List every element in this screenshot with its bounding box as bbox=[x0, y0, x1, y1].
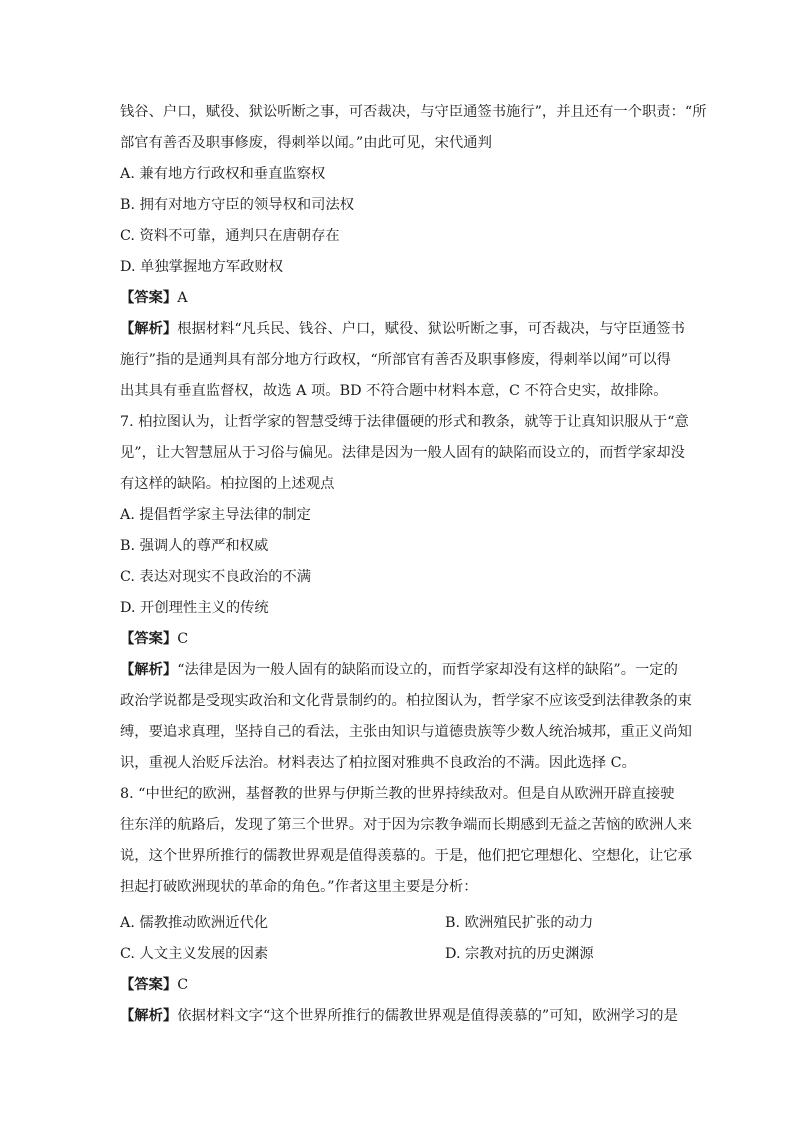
answer-label: 【答案】 bbox=[120, 290, 178, 306]
analysis-text: “法律是因为一般人固有的缺陷而设立的，而哲学家却没有这样的缺陷”。一定的 bbox=[177, 662, 678, 678]
answer-value: C bbox=[177, 977, 189, 993]
q7-option-a: A. 提倡哲学家主导法律的制定 bbox=[120, 507, 311, 523]
q8-option-d: D. 宗教对抗的历史渊源 bbox=[445, 946, 594, 962]
q6-option-b: B. 拥有对地方守臣的领导权和司法权 bbox=[120, 197, 355, 213]
q7-stem-line-3: 有这样的缺陷。柏拉图的上述观点 bbox=[120, 476, 335, 492]
q8-option-c: C. 人文主义发展的因素 bbox=[120, 946, 269, 962]
q6-stem-line-1: 钱谷、户口，赋役、狱讼听断之事，可否裁决，与守臣通签书施行”，并且还有一个职责：“所 bbox=[120, 104, 707, 120]
q7-analysis-line-3: 缚，要追求真理，坚持自己的看法，主张由知识与道德贵族等少数人统治城邦，重正义尚知 bbox=[120, 724, 692, 740]
q6-analysis-line-3: 出其具有垂直监督权，故选 A 项。BD 不符合题中材料本意，C 不符合史实，故排除。 bbox=[120, 383, 668, 399]
analysis-text: 依据材料文字“这个世界所推行的儒教世界观是值得羡慕的”可知，欧洲学习的是 bbox=[177, 1008, 678, 1024]
q7-option-b: B. 强调人的尊严和权威 bbox=[120, 538, 269, 554]
analysis-text: 根据材料“凡兵民、钱谷、户口，赋役、狱讼听断之事，可否裁决，与守臣通签书 bbox=[177, 321, 685, 337]
answer-value: C bbox=[177, 631, 189, 647]
q6-option-c: C. 资料不可靠，通判只在唐朝存在 bbox=[120, 228, 340, 244]
answer-label: 【答案】 bbox=[120, 631, 178, 647]
q7-option-c: C. 表达对现实不良政治的不满 bbox=[120, 569, 312, 585]
q7-stem-line-2: 见”，让大智慧屈从于习俗与偏见。法律是因为一般人固有的缺陷而设立的，而哲学家却没 bbox=[120, 445, 685, 461]
analysis-label: 【解析】 bbox=[120, 662, 178, 678]
q7-stem-line-1: 7. 柏拉图认为，让哲学家的智慧受缚于法律僵硬的形式和教条，就等于让真知识服从于“意 bbox=[120, 414, 689, 430]
q6-option-d: D. 单独掌握地方军政财权 bbox=[120, 259, 284, 275]
q7-option-d: D. 开创理性主义的传统 bbox=[120, 600, 269, 616]
q6-answer bbox=[120, 288, 680, 308]
q6-analysis-line-1 bbox=[120, 319, 685, 339]
q6-stem-line-2: 部官有善否及职事修废，得刺举以闻。”由此可见，宋代通判 bbox=[120, 135, 492, 151]
q8-option-b: B. 欧洲殖民扩张的动力 bbox=[445, 915, 594, 931]
q7-answer bbox=[120, 629, 680, 649]
q8-stem-line-1: 8. “中世纪的欧洲，基督教的世界与伊斯兰教的世界持续敌对。但是自从欧洲开辟直接驶 bbox=[120, 786, 675, 802]
q7-analysis-line-1 bbox=[120, 660, 680, 680]
q8-stem-line-3: 说，这个世界所推行的儒教世界观是值得羡慕的。于是，他们把它理想化、空想化，让它承 bbox=[120, 848, 692, 864]
q8-stem-line-4: 担起打破欧洲现状的革命的角色。”作者这里主要是分析： bbox=[120, 879, 478, 895]
q6-analysis-line-2: 施行”指的是通判具有部分地方行政权，“所部官有善否及职事修废，得刺举以闻”可以得 bbox=[120, 352, 671, 368]
q7-analysis-line-4: 识，重视人治贬斥法治。材料表达了柏拉图对雅典不良政治的不满。因此选择 C。 bbox=[120, 755, 636, 771]
analysis-label: 【解析】 bbox=[120, 321, 178, 337]
q8-option-a: A. 儒教推动欧洲近代化 bbox=[120, 915, 269, 931]
q8-answer bbox=[120, 975, 680, 995]
analysis-label: 【解析】 bbox=[120, 1008, 178, 1024]
q8-analysis-line-1 bbox=[120, 1006, 680, 1026]
q6-option-a: A. 兼有地方行政权和垂直监察权 bbox=[120, 166, 326, 182]
q8-stem-line-2: 往东洋的航路后，发现了第三个世界。对于因为宗教争端而长期感到无益之苦恼的欧洲人来 bbox=[120, 817, 692, 833]
q7-analysis-line-2: 政治学说都是受现实政治和文化背景制约的。柏拉图认为，哲学家不应该受到法律教条的束 bbox=[120, 693, 692, 709]
answer-label: 【答案】 bbox=[120, 977, 178, 993]
answer-value: A bbox=[177, 290, 188, 306]
